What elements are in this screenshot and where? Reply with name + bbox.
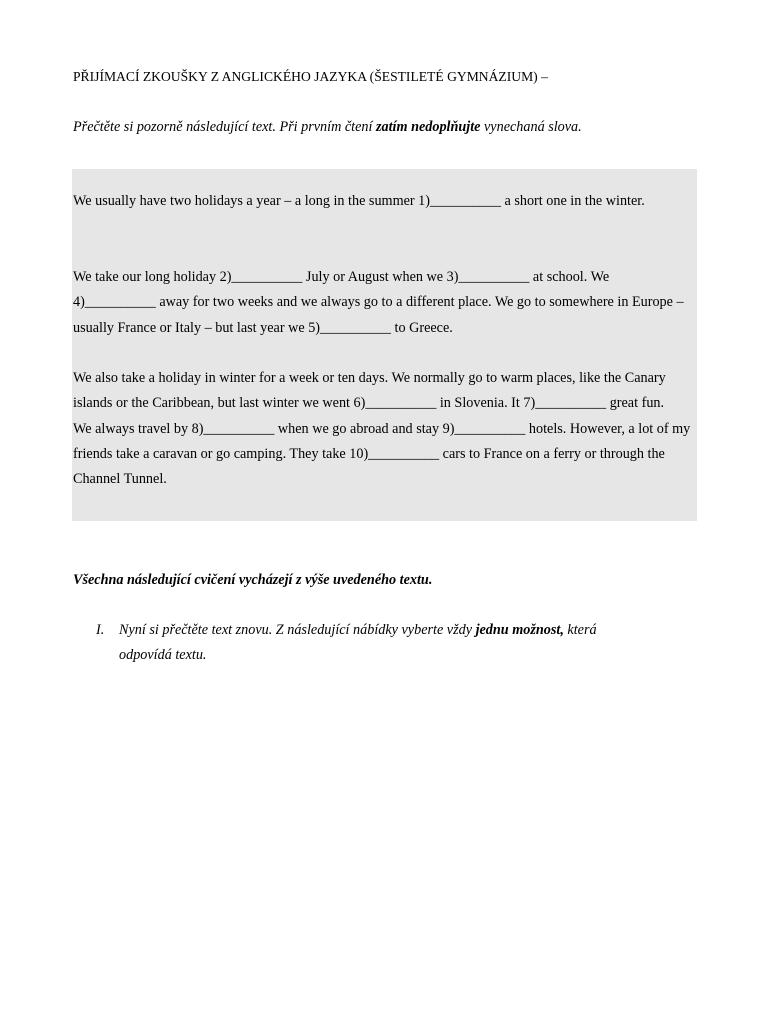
paragraph-1-text: a short one in the winter. <box>504 193 645 209</box>
paragraph-2-text: away for two weeks and we always go to a different place. We go to somewhere in Europe – usually France or Italy – but last year we 5)__________ <box>73 294 684 336</box>
paragraph-3-text: when we go abroad and stay 9)__________ <box>277 420 529 437</box>
instruction-text-end: vynechaná slova. <box>480 119 582 135</box>
reading-text-box <box>72 169 697 521</box>
task-emphasis: jednu možnost, <box>475 622 564 638</box>
task-number: I. <box>96 622 105 638</box>
paragraph-3-text: We also take a holiday in winter for a week or ten days. We normally go to warm places, like the Canary islands or the Caribbean, but last winter we went 6)__________ <box>73 370 666 412</box>
task-text: Nyní si přečtěte text znovu. Z následující nábídky vyberte vždy <box>119 622 476 638</box>
paragraph-1 <box>73 189 694 214</box>
paragraph-2-text: July or August when we 3)__________ <box>305 269 533 285</box>
paragraph-3-text: hotels. However, a lot of my friends take a caravan or go camping. They take 10)__________ <box>73 420 691 462</box>
paragraph-2 <box>73 265 694 341</box>
section-note: Všechna následující cvičení vycházejí z výše uvedeného textu. <box>73 572 433 588</box>
paragraph-3-text: We always travel by 8)__________ <box>73 420 278 437</box>
paragraph-3-text: cars to France on a ferry or through the Channel Tunnel. <box>73 445 665 488</box>
paragraph-3-text: in Slovenia. It 7)__________ <box>439 395 610 412</box>
reading-instruction <box>73 118 713 136</box>
paragraph-3 <box>73 366 694 492</box>
instruction-text: Přečtěte si pozorně následující text. Při prvním čtení <box>73 119 376 135</box>
paragraph-2-text: We take our long holiday 2)__________ <box>73 269 306 285</box>
paragraph-2-text: at school. We 4)__________ <box>73 269 610 311</box>
instruction-emphasis: zatím nedoplňujte <box>376 119 481 135</box>
paragraph-2-text: to Greece. <box>394 319 453 336</box>
page-title: PŘIJÍMACÍ ZKOUŠKY Z ANGLICKÉHO JAZYKA (ŠESTILETÉ GYMNÁZIUM) – <box>73 69 548 84</box>
paragraph-3-text: great fun. <box>609 395 665 412</box>
task-instruction <box>119 618 639 669</box>
paragraph-1-text: We usually have two holidays a year – a long in the summer 1)__________ <box>73 193 505 209</box>
task-text-end: která odpovídá textu. <box>119 622 597 664</box>
